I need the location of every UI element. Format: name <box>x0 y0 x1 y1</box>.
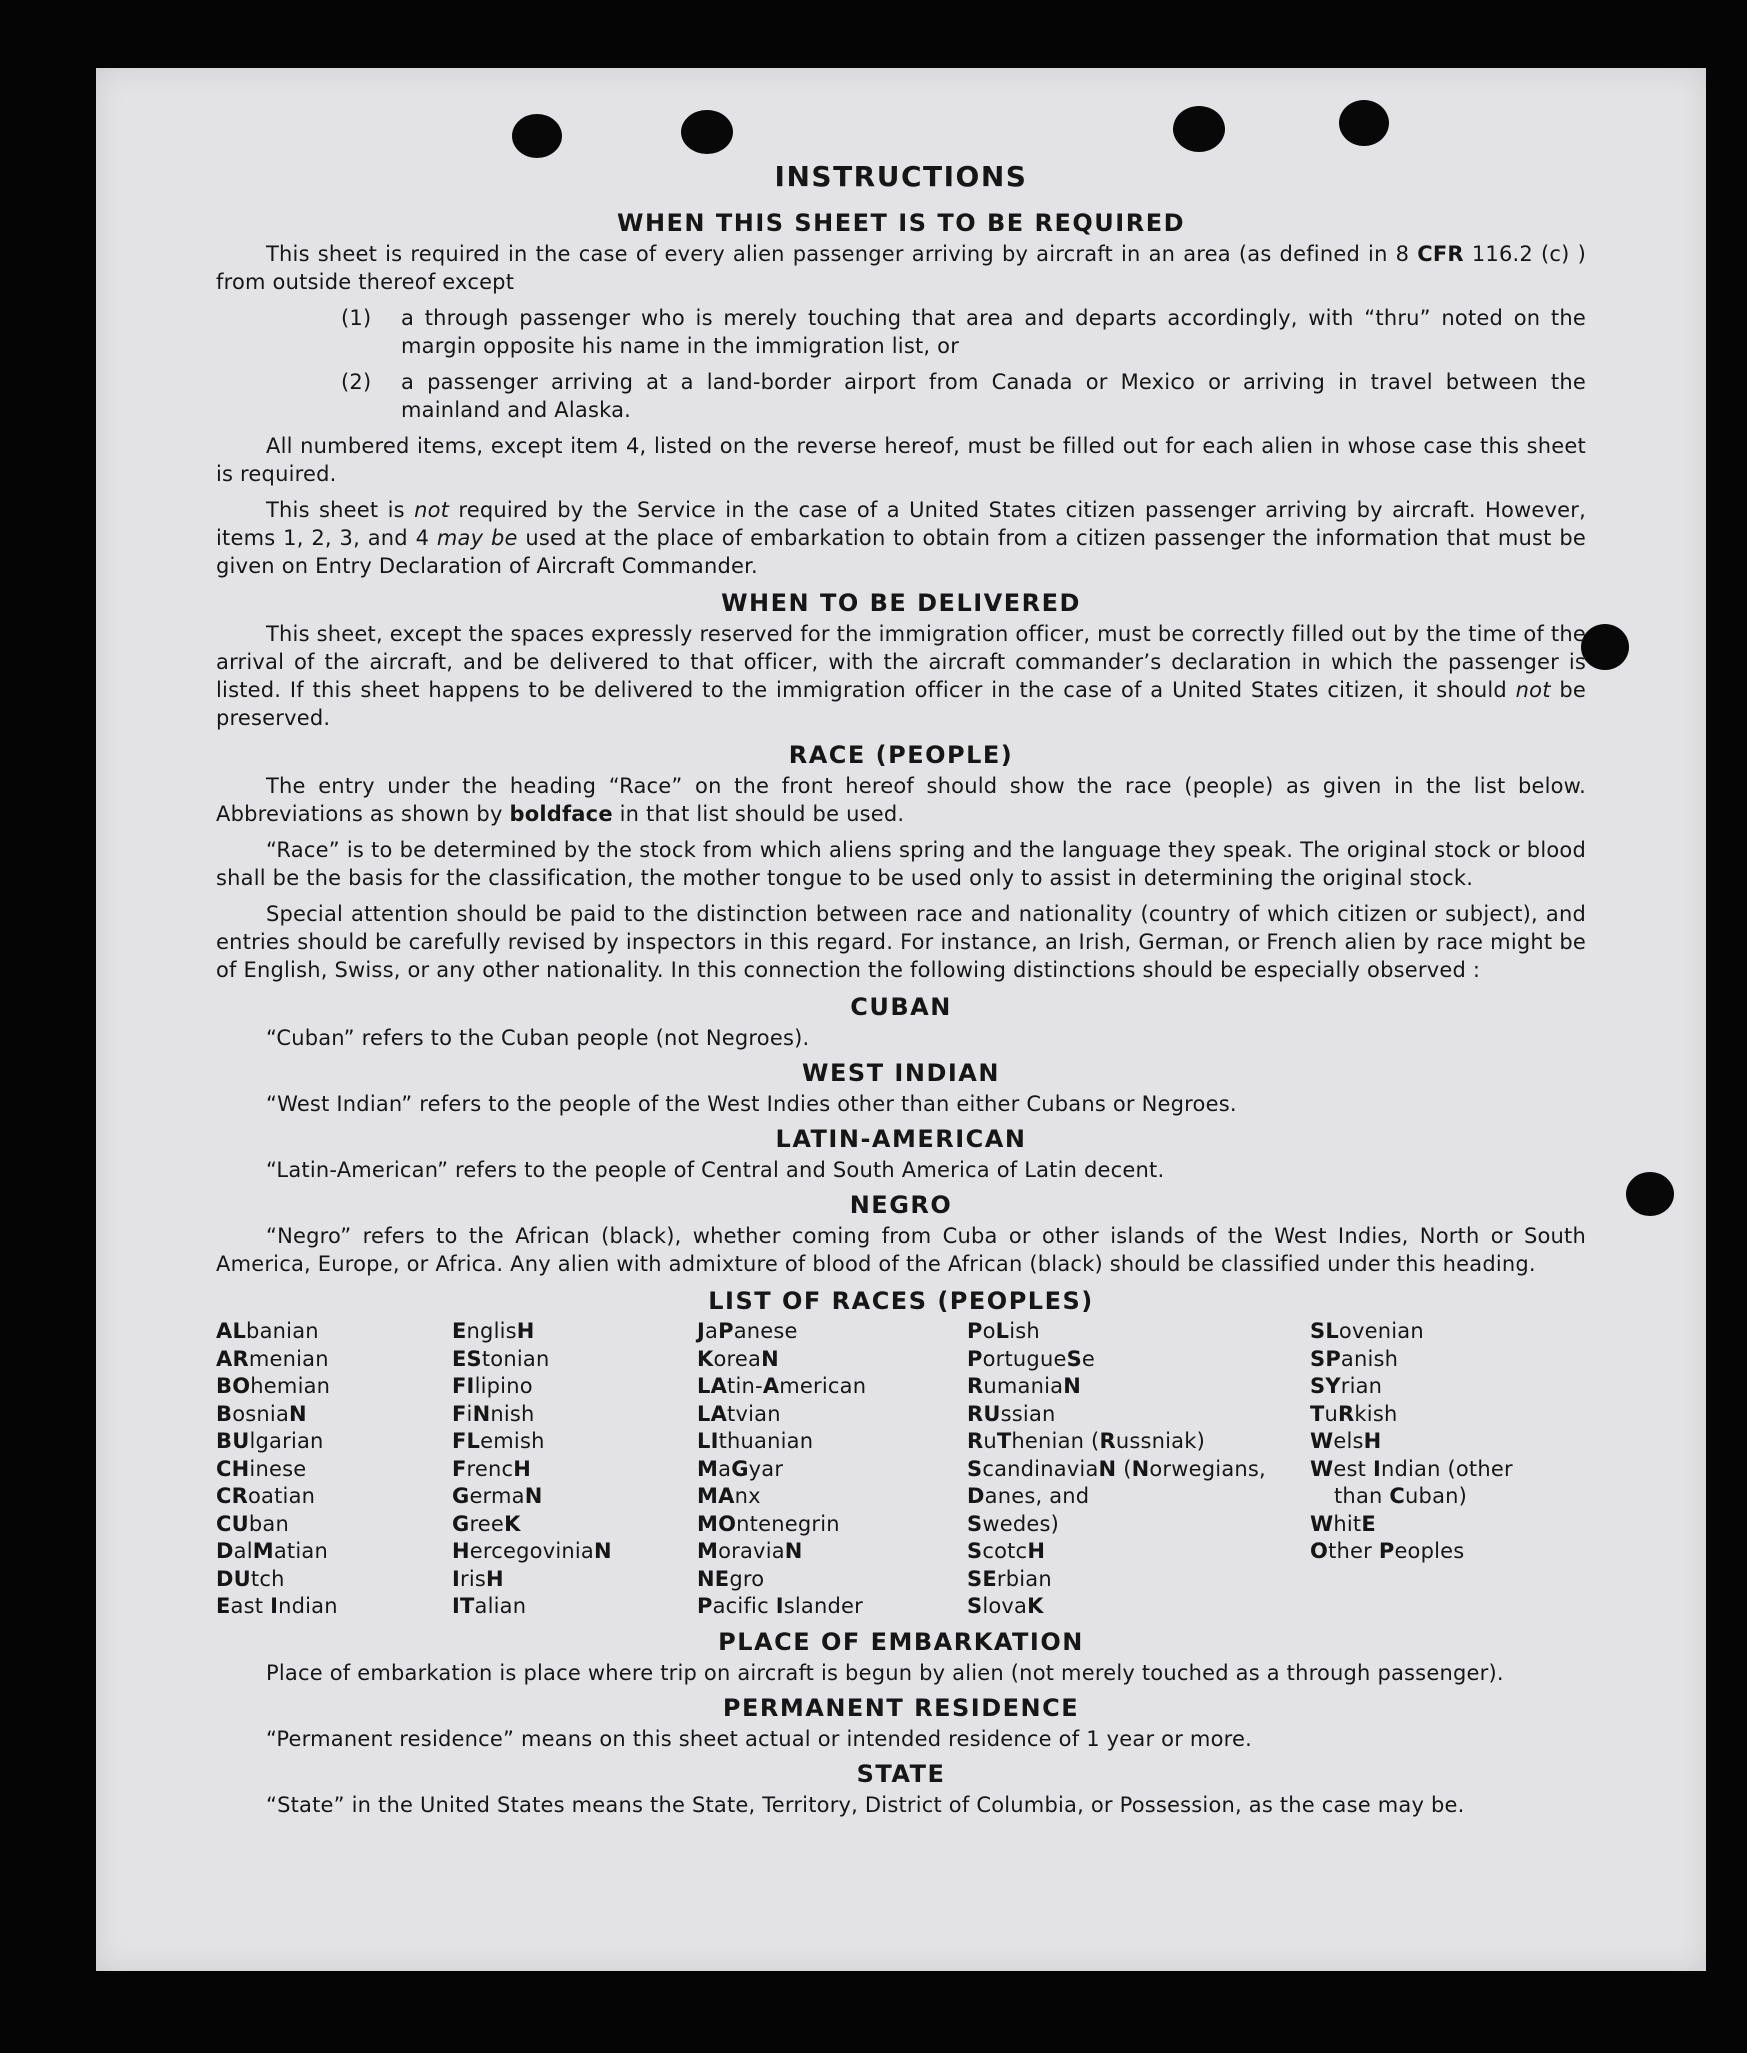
paragraph <box>216 620 1586 732</box>
race-entry: GreeK <box>452 1511 521 1536</box>
item-text: a through passenger who is merely touching that area and departs accordingly, with “thru” noted on the margin opposite his name in the immigration list, or <box>401 306 1586 358</box>
race-entry: WhitE <box>1310 1511 1376 1536</box>
race-entry: LAtin-American <box>697 1374 867 1398</box>
paragraph <box>216 496 1586 580</box>
paragraph <box>216 240 1586 296</box>
race-list <box>216 1318 1586 1621</box>
punch-hole <box>1581 624 1629 670</box>
section-heading: CUBAN <box>850 993 952 1021</box>
race-entry: TuRkish <box>1310 1401 1398 1426</box>
text: This sheet is <box>266 498 415 522</box>
paragraph: All numbered items, except item 4, listed on the reverse hereof, must be filled out for each alien in whose case this sheet is required. <box>216 434 1586 486</box>
punch-hole <box>512 114 562 158</box>
text: used at the place of embarkation to obtain from a citizen passenger the information that must be given on Entry Declaration of Aircraft Commander. <box>216 526 1586 578</box>
race-entry: EnglisH <box>452 1319 535 1343</box>
text-bold: CFR <box>1417 242 1464 266</box>
race-entry: PoLish <box>967 1319 1040 1343</box>
race-entry: KoreaN <box>697 1346 779 1371</box>
race-entry: PortugueSe <box>967 1346 1096 1371</box>
section-heading: LATIN-AMERICAN <box>775 1125 1027 1153</box>
race-entry: MAnx <box>697 1484 761 1508</box>
race-entry: RumaniaN <box>967 1374 1082 1398</box>
text-bold: boldface <box>509 802 613 826</box>
race-entry: Other Peoples <box>1310 1539 1465 1563</box>
text-italic: not <box>414 498 450 522</box>
race-entry: ARmenian <box>216 1346 329 1371</box>
race-entry: IrisH <box>452 1566 504 1591</box>
race-column <box>697 1318 967 1621</box>
instructions-body <box>216 160 1586 1825</box>
definition-text: “State” in the United States means the State, Territory, District of Columbia, or Possession, as the case may be. <box>266 1792 1465 1817</box>
race-entry: FIlipino <box>452 1374 533 1398</box>
item-text: a passenger arriving at a land-border airport from Canada or Mexico or arriving in travel between the mainland and Alaska. <box>401 370 1586 422</box>
text: be preserved. <box>216 678 1586 730</box>
race-entry: GermaN <box>452 1484 543 1508</box>
race-entry: CHinese <box>216 1456 307 1481</box>
race-entry: EStonian <box>452 1346 550 1371</box>
race-column <box>1310 1318 1580 1621</box>
text-italic: not <box>1515 678 1551 702</box>
race-entry: ITalian <box>452 1594 527 1618</box>
text: in that list should be used. <box>612 802 905 826</box>
race-entry: SYrian <box>1310 1374 1383 1398</box>
race-entry: Swedes) <box>967 1511 1060 1536</box>
text: This sheet, except the spaces expressly reserved for the immigration officer, must be correctly filled out by the time of the arrival of the aircraft, and be delivered to that officer, with the aircraft commander’s declaration in which the passenger is listed. If this sheet happens to be delivered to the immigration officer in the case of a United States citizen, it should <box>216 622 1586 702</box>
race-entry: CUban <box>216 1511 289 1536</box>
race-entry: JaPanese <box>697 1319 798 1343</box>
race-entry: FiNnish <box>452 1401 535 1426</box>
race-entry: MOntenegrin <box>697 1511 840 1536</box>
definition-text: Place of embarkation is place where trip on aircraft is begun by alien (not merely touched as a through passenger). <box>266 1660 1504 1685</box>
item-number: (2) <box>341 370 372 394</box>
race-entry: RUssian <box>967 1401 1056 1426</box>
section-heading: PERMANENT RESIDENCE <box>722 1693 1080 1722</box>
text: The entry under the heading “Race” on the front hereof should show the race (people) as given in the list below. Abbreviations as shown by <box>216 774 1586 826</box>
race-entry: WelsH <box>1310 1429 1382 1453</box>
race-entry: BOhemian <box>216 1374 331 1398</box>
race-entry: SlovaK <box>967 1594 1044 1618</box>
race-entry: ScandinaviaN (Norwegians, <box>967 1456 1266 1481</box>
race-entry: than Cuban) <box>1334 1484 1468 1508</box>
section-heading: PLACE OF EMBARKATION <box>718 1627 1084 1656</box>
race-entry: ALbanian <box>216 1319 319 1343</box>
race-entry: ScotcH <box>967 1539 1046 1563</box>
section-heading: STATE <box>856 1759 946 1788</box>
paragraph: “Race” is to be determined by the stock from which aliens spring and the language they speak. The original stock or blood shall be the basis for the classification, the mother tongue to be used only to assist in determining the original stock. <box>216 838 1586 890</box>
section-heading: WHEN THIS SHEET IS TO BE REQUIRED <box>616 209 1186 237</box>
definition-text: “Permanent residence” means on this sheet actual or intended residence of 1 year or more. <box>266 1726 1252 1751</box>
race-entry: MaGyar <box>697 1456 784 1481</box>
definition-text: “Latin-American” refers to the people of Central and South America of Latin decent. <box>266 1158 1165 1182</box>
document-sheet <box>96 68 1706 1971</box>
page-title: INSTRUCTIONS <box>774 160 1028 193</box>
race-column <box>216 1318 452 1621</box>
definition-text: “Negro” refers to the African (black), whether coming from Cuba or other islands of the West Indies, North or South America, Europe, or Africa. Any alien with admixture of blood of the African (black) should be classified under this heading. <box>216 1224 1586 1276</box>
race-entry: FLemish <box>452 1429 545 1453</box>
race-entry: BUlgarian <box>216 1429 324 1453</box>
section-heading: LIST OF RACES (PEOPLES) <box>708 1287 1094 1315</box>
text-italic: may be <box>436 526 518 550</box>
section-heading: RACE (PEOPLE) <box>788 741 1014 769</box>
race-column <box>452 1318 697 1621</box>
race-entry: East Indian <box>216 1594 338 1618</box>
paragraph: Special attention should be paid to the distinction between race and nationality (country of which citizen or subject), and entries should be carefully revised by inspectors in this regard. For instance, an Irish, German, or French alien by race might be of English, Swiss, or any other nationality. In this connection the following distinctions should be especially observed : <box>216 902 1586 982</box>
race-entry: Danes, and <box>967 1484 1090 1508</box>
definition-text: “West Indian” refers to the people of the West Indies other than either Cubans or Negroes. <box>266 1092 1237 1116</box>
race-entry: SLovenian <box>1310 1319 1424 1343</box>
race-entry: SPanish <box>1310 1346 1399 1371</box>
race-entry: DalMatian <box>216 1539 328 1563</box>
punch-hole <box>681 110 733 154</box>
race-entry: RuThenian (Russniak) <box>967 1429 1205 1453</box>
numbered-item <box>216 368 1586 424</box>
race-entry: LIthuanian <box>697 1429 814 1453</box>
race-entry: LAtvian <box>697 1401 781 1426</box>
race-entry: FrencH <box>452 1456 532 1481</box>
punch-hole <box>1339 100 1389 146</box>
definition-text: “Cuban” refers to the Cuban people (not Negroes). <box>266 1026 810 1050</box>
race-entry: BosniaN <box>216 1401 307 1426</box>
text: This sheet is required in the case of every alien passenger arriving by aircraft in an area (as defined in 8 <box>266 242 1418 266</box>
punch-hole <box>1626 1172 1674 1216</box>
race-entry: HercegoviniaN <box>452 1539 612 1563</box>
section-heading: WHEN TO BE DELIVERED <box>721 589 1081 617</box>
text: required by the Service in the case of a United States citizen passenger arriving by aircraft. However, items 1, 2, 3, and 4 <box>216 498 1586 550</box>
race-entry: DUtch <box>216 1566 285 1591</box>
numbered-item <box>216 304 1586 360</box>
race-entry: West Indian (other <box>1310 1456 1513 1481</box>
race-entry: MoraviaN <box>697 1539 803 1563</box>
race-entry: Pacific Islander <box>697 1594 863 1618</box>
punch-hole <box>1173 106 1225 152</box>
item-number: (1) <box>341 306 372 330</box>
paragraph <box>216 772 1586 828</box>
section-heading: NEGRO <box>849 1191 953 1219</box>
race-column <box>967 1318 1310 1621</box>
race-entry: NEgro <box>697 1566 765 1591</box>
text: 116.2 (c) ) from outside thereof except <box>216 242 1586 294</box>
race-entry: SErbian <box>967 1566 1052 1591</box>
section-heading: WEST INDIAN <box>802 1059 1000 1087</box>
race-entry: CRoatian <box>216 1484 316 1508</box>
